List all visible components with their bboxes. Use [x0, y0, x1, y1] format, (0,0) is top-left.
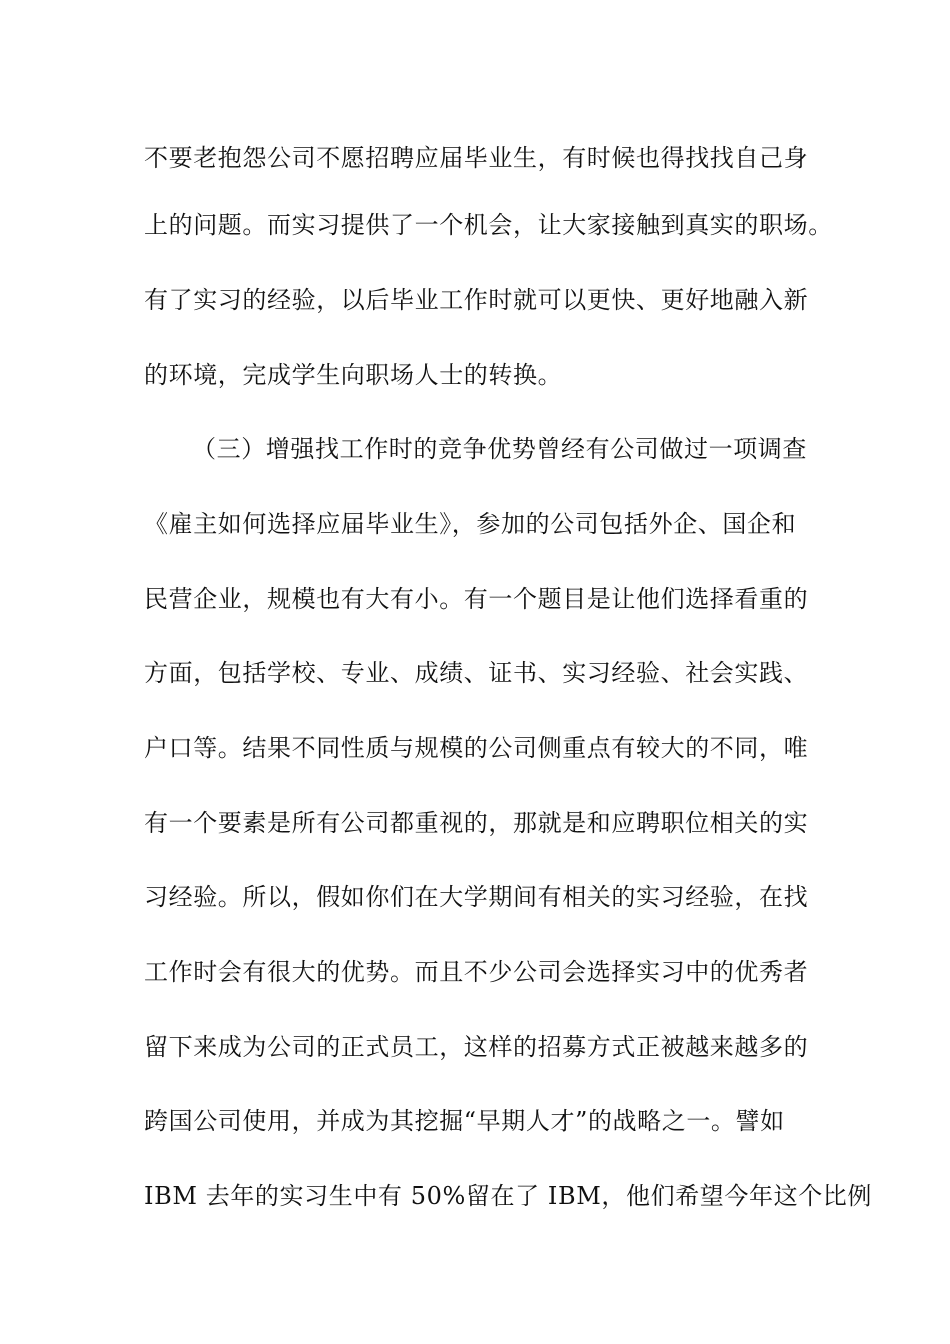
paragraph-line: 《雇主如何选择应届毕业生》，参加的公司包括外企、国企和: [144, 510, 797, 538]
paragraph-line: 习经验。所以，假如你们在大学期间有相关的实习经验，在找: [144, 883, 809, 911]
paragraph-first-line: （三）增强找工作时的竞争优势曾经有公司做过一项调查: [192, 435, 807, 463]
paragraph-line: 民营企业，规模也有大有小。有一个题目是让他们选择看重的: [144, 585, 809, 613]
paragraph-line: 留下来成为公司的正式员工，这样的招募方式正被越来越多的: [144, 1033, 809, 1061]
paragraph-line: 方面，包括学校、专业、成绩、证书、实习经验、社会实践、: [144, 659, 809, 687]
paragraph-line: 的环境，完成学生向职场人士的转换。: [144, 361, 563, 389]
paragraph-line: 户口等。结果不同性质与规模的公司侧重点有较大的不同，唯: [144, 734, 809, 762]
paragraph-line: 有一个要素是所有公司都重视的，那就是和应聘职位相关的实: [144, 809, 809, 837]
paragraph-line: 上的问题。而实习提供了一个机会，让大家接触到真实的职场。: [144, 211, 833, 239]
paragraph-line: 跨国公司使用，并成为其挖掘“早期人才”的战略之一。譬如: [144, 1107, 785, 1135]
paragraph-line: 有了实习的经验，以后毕业工作时就可以更快、更好地融入新: [144, 286, 809, 314]
paragraph-line: 不要老抱怨公司不愿招聘应届毕业生，有时候也得找找自己身: [144, 144, 809, 172]
paragraph-line: 工作时会有很大的优势。而且不少公司会选择实习中的优秀者: [144, 958, 809, 986]
paragraph-line: IBM 去年的实习生中有 50%留在了 IBM，他们希望今年这个比例: [144, 1182, 873, 1210]
